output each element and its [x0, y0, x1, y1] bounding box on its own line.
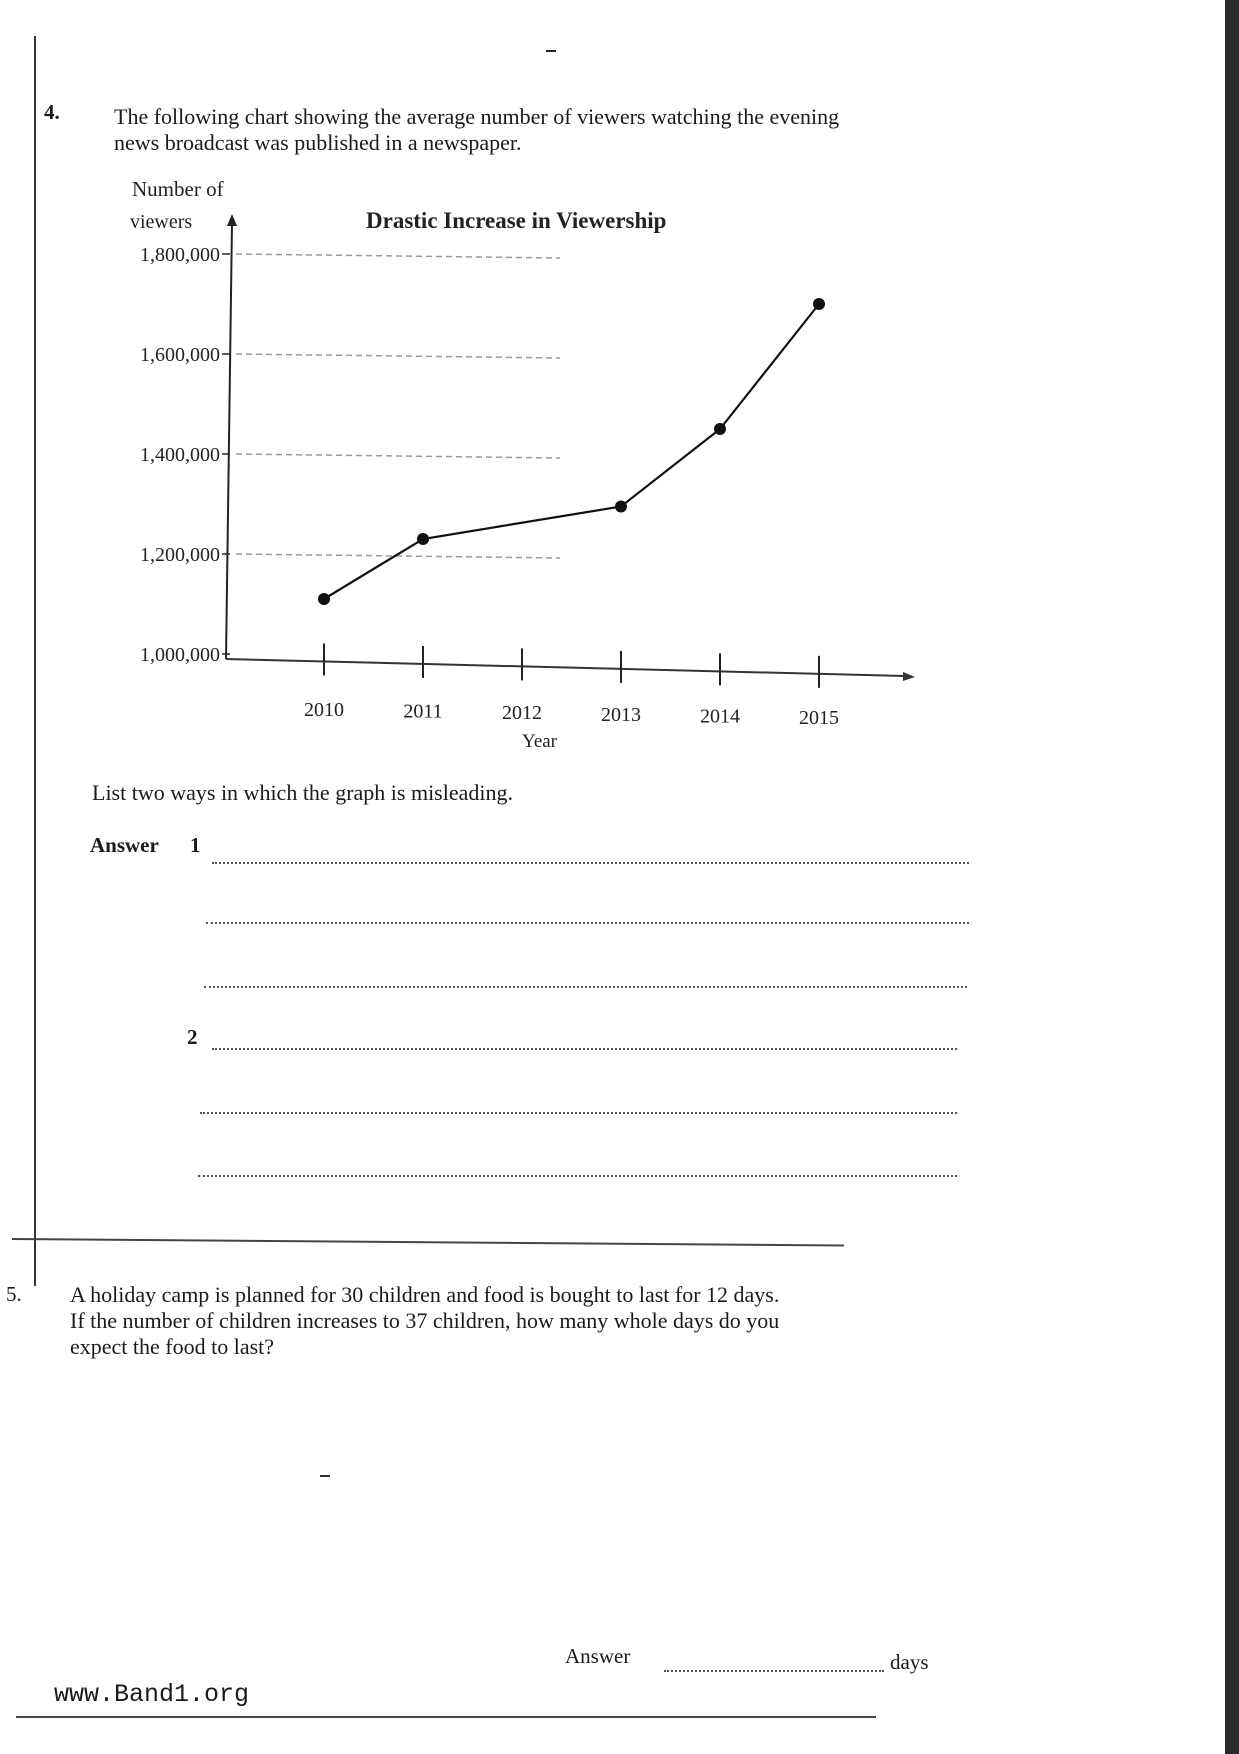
series-line: [324, 304, 819, 599]
footer-website: www.Band1.org: [54, 1680, 250, 1709]
answer-1-line-1[interactable]: [212, 862, 969, 864]
viewership-chart: [0, 160, 960, 760]
data-point: [813, 298, 825, 310]
x-tick-label: 2013: [601, 703, 641, 726]
scan-edge: [1225, 0, 1239, 1754]
x-tick-label: 2011: [403, 700, 443, 723]
x-axis-label: Year: [522, 731, 558, 752]
question-5-answer-unit: days: [890, 1650, 929, 1674]
x-tick-label: 2010: [304, 699, 344, 721]
section-divider: [12, 1238, 844, 1247]
answer-number-1: 1: [190, 833, 201, 857]
answer-number-2: 2: [187, 1025, 198, 1049]
y-axis-label-line-1: Number of: [132, 177, 224, 201]
answer-1-line-3[interactable]: [204, 986, 967, 988]
question-4-prompt-line-2: news broadcast was published in a newspaper.: [114, 130, 522, 155]
x-axis-arrow: [903, 672, 915, 681]
x-axis: [226, 659, 905, 676]
question-5-answer-line[interactable]: [664, 1670, 884, 1672]
answer-2-line-1[interactable]: [212, 1048, 957, 1050]
question-5-prompt-line-1: A holiday camp is planned for 30 children and food is bought to last for 12 days.: [70, 1282, 780, 1307]
x-tick-label: 2014: [700, 705, 740, 728]
y-tick-label: 1,200,000: [140, 544, 220, 566]
x-tick-label: 2012: [502, 702, 542, 725]
data-point: [714, 423, 726, 435]
answer-2-line-2[interactable]: [200, 1112, 957, 1114]
y-tick-label: 1,000,000: [140, 644, 220, 666]
gridline: [236, 254, 560, 258]
answer-2-line-3[interactable]: [198, 1175, 957, 1177]
question-5-prompt: [70, 1282, 970, 1360]
question-5-prompt-line-2: If the number of children increases to 37 children, how many whole days do you: [70, 1308, 780, 1333]
chart-title: Drastic Increase in Viewership: [366, 208, 667, 233]
y-tick-label: 1,400,000: [140, 444, 220, 466]
gridline: [236, 454, 560, 458]
y-tick-label: 1,800,000: [140, 244, 220, 266]
question-5-number: 5.: [6, 1282, 22, 1306]
footer-rule: [16, 1716, 876, 1718]
y-axis-label-line-2: viewers: [130, 211, 193, 233]
answer-1-line-2[interactable]: [206, 922, 969, 924]
y-axis: [226, 222, 232, 659]
question-4-prompt: [114, 104, 1014, 156]
question-4-number: 4.: [44, 100, 60, 124]
y-axis-arrow: [227, 214, 237, 226]
question-4-instruction: List two ways in which the graph is misleading.: [92, 780, 513, 805]
page-mark-2: [320, 1475, 330, 1477]
x-tick-label: 2015: [799, 707, 839, 729]
question-5-prompt-line-3: expect the food to last?: [70, 1334, 275, 1359]
gridline: [236, 354, 560, 358]
page-mark: [546, 50, 556, 52]
question-5-answer-label: Answer: [565, 1644, 631, 1668]
data-point: [318, 593, 330, 605]
data-point: [615, 501, 627, 513]
question-4-prompt-line-1: The following chart showing the average number of viewers watching the evening: [114, 104, 840, 129]
y-tick-label: 1,600,000: [140, 344, 220, 366]
answer-label: Answer: [90, 833, 159, 857]
data-point: [417, 533, 429, 545]
